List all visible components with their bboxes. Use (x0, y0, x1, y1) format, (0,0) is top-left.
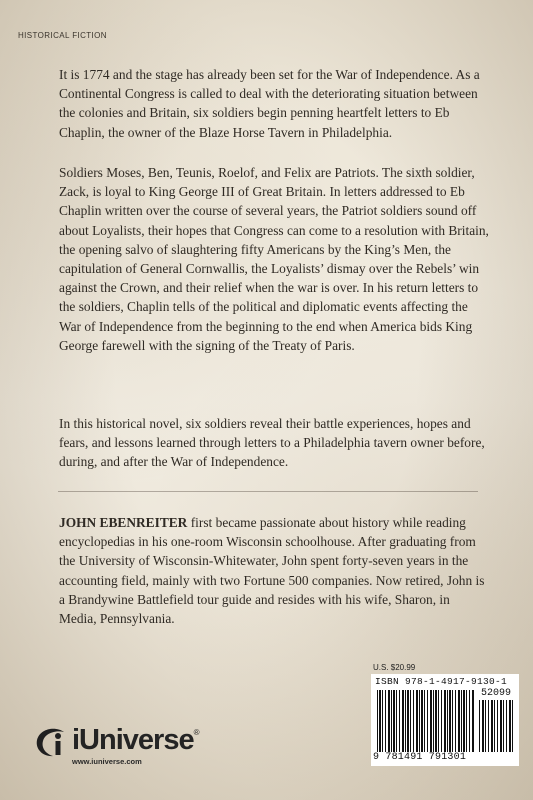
section-divider (58, 491, 478, 492)
synopsis-paragraph-1: It is 1774 and the stage has already been set for the War of Independence. As a Continental Congress is called to deal with the deteriorating situation between the colonies and Britain, six soldiers begin penning heartfelt letters to Eb Chaplin, the owner of the Blaze Horse Tavern in Philadelphia. (59, 67, 480, 140)
isbn-barcode (371, 674, 519, 766)
barcode-digits: 9 781491 791301 (373, 752, 467, 763)
barcode-addon-bars (479, 700, 513, 752)
publisher-url: www.iuniverse.com (72, 757, 142, 766)
isbn-number: ISBN 978-1-4917-9130-1 (375, 676, 508, 687)
author-name: JOHN EBENREITER (59, 515, 188, 530)
price-label: U.S. $20.99 (373, 663, 416, 672)
synopsis-paragraph-3: In this historical novel, six soldiers reveal their battle experiences, hopes and fears, and lessons learned through letters to a Philadelphia tavern owner before, during, and after the War of Independence. (59, 416, 485, 470)
iuniverse-swirl-icon (34, 726, 70, 758)
genre-label: HISTORICAL FICTION (18, 31, 107, 40)
barcode-bars (377, 690, 475, 752)
barcode-addon-number: 52099 (481, 688, 512, 699)
synopsis-paragraph-2: Soldiers Moses, Ben, Teunis, Roelof, and Felix are Patriots. The sixth soldier, Zack, is loyal to King George III of Great Britain. In letters addressed to Eb Chaplin written over the course of several years, the Patriot soldiers sound off about Loyalists, their hopes that Congress can come to a resolution with Britain, the opening salvo of slaughtering fifty Americans by the King’s Men, the capitulation of General Cornwallis, the Loyalists’ dismay over the Rebels’ win against the Crown, and their relief when the war is over. In his return letters to the soldiers, Chaplin tells of the political and diplomatic events affecting the War of Independence from the beginning to the end when America bids King George farewell with the signing of the Treaty of Paris. (59, 165, 489, 353)
author-bio-text: first became passionate about history while reading encyclopedias in his one-room Wisconsin schoolhouse. After graduating from the University of Wisconsin-Whitewater, John spent forty-seven years in the accounting field, mainly with two Fortune 500 companies. Now retired, John is a Brandywine Battlefield tour guide and resides with his wife, Sharon, in Media, Pennsylvania. (59, 515, 485, 627)
author-bio (59, 513, 489, 628)
publisher-name: iUniverse® (72, 724, 199, 756)
